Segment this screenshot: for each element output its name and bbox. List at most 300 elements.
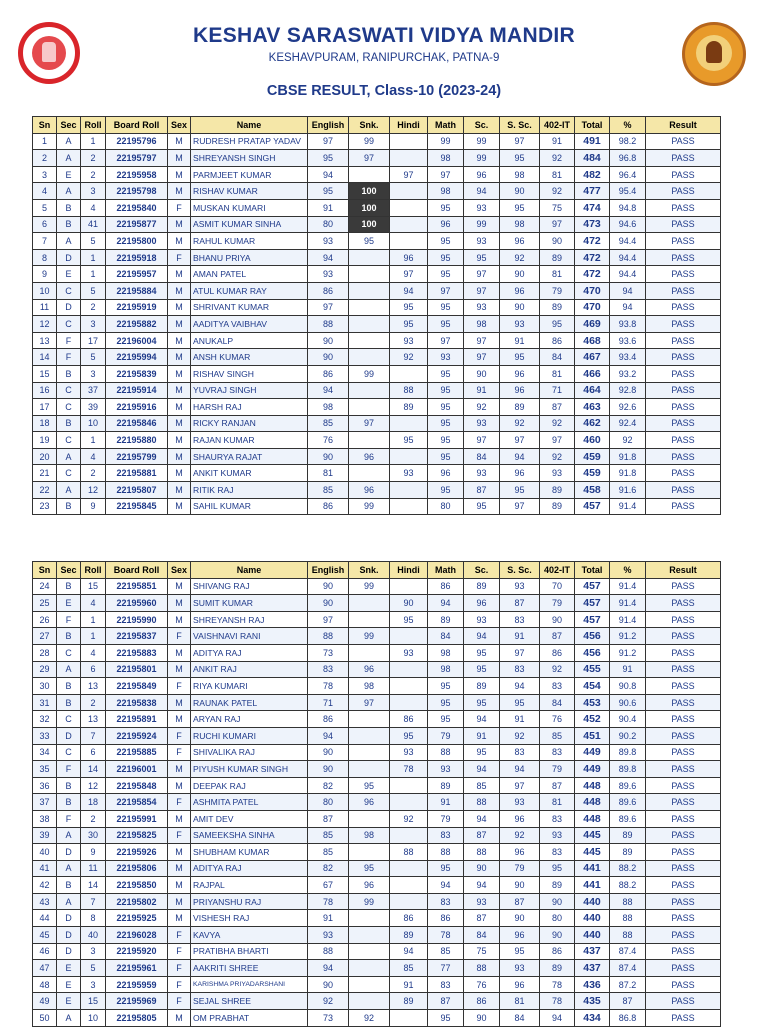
name-cell: SAMEEKSHA SINHA (191, 827, 308, 844)
it-cell: 81 (540, 365, 575, 382)
math-cell: 97 (428, 282, 464, 299)
result-cell: PASS (646, 233, 721, 250)
result-cell: PASS (646, 465, 721, 482)
sex-cell: F (168, 794, 191, 811)
hindi-cell (390, 183, 428, 200)
name-cell: RUDRESH PRATAP YADAV (191, 133, 308, 150)
hindi-cell: 88 (390, 844, 428, 861)
english-cell: 90 (308, 595, 349, 612)
total-cell: 482 (575, 166, 610, 183)
sex-cell: F (168, 976, 191, 993)
it-cell: 92 (540, 448, 575, 465)
percent-cell: 94.4 (610, 233, 646, 250)
roll-cell: 14 (81, 877, 106, 894)
result-cell: PASS (646, 993, 721, 1010)
math-cell: 80 (428, 498, 464, 515)
ssc-cell: 92 (500, 727, 540, 744)
it-cell: 80 (540, 910, 575, 927)
math-cell: 86 (428, 578, 464, 595)
board-roll-cell: 22195801 (106, 661, 168, 678)
snk-cell: 98 (349, 827, 390, 844)
name-cell: AADITYA VAIBHAV (191, 316, 308, 333)
table-row (33, 810, 721, 827)
english-cell: 86 (308, 282, 349, 299)
name-cell: ARYAN RAJ (191, 711, 308, 728)
snk-cell: 95 (349, 860, 390, 877)
hindi-cell: 90 (390, 595, 428, 612)
roll-cell: 13 (81, 678, 106, 695)
sn-cell: 40 (33, 844, 57, 861)
name-cell: SUMIT KUMAR (191, 595, 308, 612)
table-row (33, 432, 721, 449)
hindi-cell: 94 (390, 282, 428, 299)
ssc-cell: 95 (500, 150, 540, 167)
total-cell: 467 (575, 349, 610, 366)
it-cell: 81 (540, 794, 575, 811)
table-row (33, 976, 721, 993)
sn-cell: 50 (33, 1010, 57, 1027)
ssc-cell: 95 (500, 349, 540, 366)
snk-cell: 99 (349, 133, 390, 150)
sc-cell: 95 (464, 498, 500, 515)
math-cell: 84 (428, 628, 464, 645)
roll-cell: 2 (81, 810, 106, 827)
board-roll-cell: 22195969 (106, 993, 168, 1010)
table-row (33, 382, 721, 399)
ssc-cell: 96 (500, 382, 540, 399)
sec-cell: C (57, 316, 81, 333)
sex-cell: M (168, 233, 191, 250)
hindi-cell: 91 (390, 976, 428, 993)
board-roll-cell: 22195796 (106, 133, 168, 150)
sc-cell: 94 (464, 877, 500, 894)
result-cell: PASS (646, 628, 721, 645)
sec-cell: A (57, 150, 81, 167)
column-header-math: Math (428, 562, 464, 579)
english-cell: 94 (308, 382, 349, 399)
snk-cell: 95 (349, 233, 390, 250)
roll-cell: 15 (81, 578, 106, 595)
table-header-row (33, 562, 721, 579)
sn-cell: 22 (33, 482, 57, 499)
sc-cell: 93 (464, 465, 500, 482)
english-cell: 90 (308, 349, 349, 366)
it-cell: 83 (540, 810, 575, 827)
name-cell: VISHESH RAJ (191, 910, 308, 927)
sex-cell: M (168, 711, 191, 728)
result-cell: PASS (646, 183, 721, 200)
result-cell: PASS (646, 299, 721, 316)
name-cell: AMIT DEV (191, 810, 308, 827)
math-cell: 98 (428, 644, 464, 661)
sex-cell: F (168, 249, 191, 266)
total-cell: 477 (575, 183, 610, 200)
name-cell: HARSH RAJ (191, 399, 308, 416)
math-cell: 98 (428, 661, 464, 678)
table-row (33, 249, 721, 266)
math-cell: 95 (428, 448, 464, 465)
sn-cell: 4 (33, 183, 57, 200)
sc-cell: 93 (464, 611, 500, 628)
sec-cell: D (57, 299, 81, 316)
table-row (33, 644, 721, 661)
board-roll-cell: 22195885 (106, 744, 168, 761)
sec-cell: A (57, 661, 81, 678)
board-roll-cell: 22195960 (106, 595, 168, 612)
english-cell: 85 (308, 415, 349, 432)
hindi-cell: 86 (390, 711, 428, 728)
roll-cell: 1 (81, 432, 106, 449)
name-cell: AMAN PATEL (191, 266, 308, 283)
sc-cell: 97 (464, 332, 500, 349)
ssc-cell: 83 (500, 744, 540, 761)
hindi-cell (390, 777, 428, 794)
board-roll-cell: 22196004 (106, 332, 168, 349)
sex-cell: F (168, 943, 191, 960)
name-cell: ASHMITA PATEL (191, 794, 308, 811)
board-roll-cell: 22195807 (106, 482, 168, 499)
sex-cell: F (168, 927, 191, 944)
board-roll-cell: 22195797 (106, 150, 168, 167)
snk-cell: 96 (349, 794, 390, 811)
hindi-cell: 93 (390, 644, 428, 661)
english-cell: 78 (308, 678, 349, 695)
ssc-cell: 95 (500, 943, 540, 960)
english-cell: 95 (308, 150, 349, 167)
percent-cell: 91.2 (610, 644, 646, 661)
roll-cell: 5 (81, 282, 106, 299)
table-row (33, 578, 721, 595)
ssc-cell: 98 (500, 216, 540, 233)
snk-cell: 99 (349, 365, 390, 382)
sec-cell: D (57, 727, 81, 744)
snk-cell: 97 (349, 150, 390, 167)
sc-cell: 76 (464, 976, 500, 993)
total-cell: 452 (575, 711, 610, 728)
english-cell: 86 (308, 711, 349, 728)
sex-cell: M (168, 498, 191, 515)
snk-cell (349, 927, 390, 944)
sec-cell: C (57, 644, 81, 661)
roll-cell: 5 (81, 960, 106, 977)
board-roll-cell: 22195880 (106, 432, 168, 449)
sc-cell: 95 (464, 744, 500, 761)
total-cell: 470 (575, 282, 610, 299)
snk-cell (349, 960, 390, 977)
roll-cell: 14 (81, 761, 106, 778)
ssc-cell: 87 (500, 595, 540, 612)
table-row (33, 727, 721, 744)
percent-cell: 89.8 (610, 744, 646, 761)
hindi-cell: 95 (390, 432, 428, 449)
percent-cell: 94.4 (610, 249, 646, 266)
total-cell: 440 (575, 927, 610, 944)
sex-cell: M (168, 432, 191, 449)
table-row (33, 661, 721, 678)
ssc-cell: 95 (500, 199, 540, 216)
table-row (33, 365, 721, 382)
sex-cell: M (168, 382, 191, 399)
it-cell: 95 (540, 316, 575, 333)
sex-cell: M (168, 910, 191, 927)
sec-cell: B (57, 694, 81, 711)
ssc-cell: 83 (500, 611, 540, 628)
percent-cell: 91.2 (610, 628, 646, 645)
percent-cell: 89.8 (610, 761, 646, 778)
hindi-cell (390, 860, 428, 877)
ssc-cell: 90 (500, 183, 540, 200)
column-header-hindi: Hindi (390, 562, 428, 579)
sec-cell: A (57, 827, 81, 844)
name-cell: RAJPAL (191, 877, 308, 894)
result-cell: PASS (646, 415, 721, 432)
english-cell: 93 (308, 927, 349, 944)
board-roll-cell: 22195846 (106, 415, 168, 432)
sn-cell: 7 (33, 233, 57, 250)
sec-cell: B (57, 794, 81, 811)
english-cell: 93 (308, 266, 349, 283)
board-roll-cell: 22195850 (106, 877, 168, 894)
table-row (33, 233, 721, 250)
snk-cell: 100 (349, 216, 390, 233)
column-header-sex: Sex (168, 117, 191, 134)
table-row (33, 415, 721, 432)
sec-cell: D (57, 249, 81, 266)
total-cell: 441 (575, 860, 610, 877)
sn-cell: 20 (33, 448, 57, 465)
result-cell: PASS (646, 661, 721, 678)
result-cell: PASS (646, 150, 721, 167)
percent-cell: 91.4 (610, 498, 646, 515)
name-cell: RAUNAK PATEL (191, 694, 308, 711)
roll-cell: 15 (81, 993, 106, 1010)
it-cell: 84 (540, 694, 575, 711)
total-cell: 441 (575, 877, 610, 894)
percent-cell: 91.8 (610, 448, 646, 465)
english-cell: 93 (308, 233, 349, 250)
ssc-cell: 96 (500, 282, 540, 299)
name-cell: RAHUL KUMAR (191, 233, 308, 250)
result-title: CBSE RESULT, Class-10 (2023-24) (266, 83, 502, 99)
board-roll-cell: 22195920 (106, 943, 168, 960)
sn-cell: 42 (33, 877, 57, 894)
sex-cell: M (168, 415, 191, 432)
sex-cell: M (168, 761, 191, 778)
sn-cell: 12 (33, 316, 57, 333)
result-cell: PASS (646, 860, 721, 877)
sex-cell: M (168, 611, 191, 628)
percent-cell: 87.4 (610, 960, 646, 977)
it-cell: 92 (540, 183, 575, 200)
sec-cell: D (57, 910, 81, 927)
snk-cell (349, 465, 390, 482)
column-header-math: Math (428, 117, 464, 134)
result-cell: PASS (646, 694, 721, 711)
percent-cell: 93.2 (610, 365, 646, 382)
english-cell: 88 (308, 628, 349, 645)
english-cell: 82 (308, 777, 349, 794)
sc-cell: 95 (464, 661, 500, 678)
it-cell: 93 (540, 465, 575, 482)
table-row (33, 761, 721, 778)
ssc-cell: 96 (500, 810, 540, 827)
board-roll-cell: 22195806 (106, 860, 168, 877)
total-cell: 454 (575, 678, 610, 695)
sec-cell: D (57, 943, 81, 960)
hindi-cell (390, 216, 428, 233)
ssc-cell: 91 (500, 628, 540, 645)
result-cell: PASS (646, 976, 721, 993)
total-cell: 468 (575, 332, 610, 349)
result-cell: PASS (646, 365, 721, 382)
sn-cell: 5 (33, 199, 57, 216)
hindi-cell: 95 (390, 727, 428, 744)
column-header-hindi: Hindi (390, 117, 428, 134)
hindi-cell: 93 (390, 744, 428, 761)
sn-cell: 16 (33, 382, 57, 399)
it-cell: 79 (540, 595, 575, 612)
roll-cell: 39 (81, 399, 106, 416)
sec-cell: B (57, 415, 81, 432)
roll-cell: 3 (81, 183, 106, 200)
snk-cell: 96 (349, 877, 390, 894)
total-cell: 466 (575, 365, 610, 382)
percent-cell: 87.2 (610, 976, 646, 993)
english-cell: 71 (308, 694, 349, 711)
table-row (33, 877, 721, 894)
result-cell: PASS (646, 199, 721, 216)
math-cell: 87 (428, 993, 464, 1010)
ssc-cell: 93 (500, 316, 540, 333)
name-cell: AAKRITI SHREE (191, 960, 308, 977)
sec-cell: A (57, 860, 81, 877)
it-cell: 86 (540, 332, 575, 349)
total-cell: 469 (575, 316, 610, 333)
snk-cell (349, 282, 390, 299)
hindi-cell (390, 133, 428, 150)
sn-cell: 33 (33, 727, 57, 744)
sex-cell: M (168, 694, 191, 711)
sc-cell: 99 (464, 150, 500, 167)
it-cell: 87 (540, 777, 575, 794)
roll-cell: 2 (81, 150, 106, 167)
table-row (33, 216, 721, 233)
it-cell: 97 (540, 432, 575, 449)
name-cell: SHIVALIKA RAJ (191, 744, 308, 761)
percent-cell: 88 (610, 927, 646, 944)
sn-cell: 45 (33, 927, 57, 944)
sn-cell: 11 (33, 299, 57, 316)
name-cell: PARMJEET KUMAR (191, 166, 308, 183)
ssc-cell: 98 (500, 166, 540, 183)
sex-cell: F (168, 727, 191, 744)
sex-cell: M (168, 482, 191, 499)
english-cell: 98 (308, 399, 349, 416)
hindi-cell: 94 (390, 943, 428, 960)
english-cell: 94 (308, 727, 349, 744)
english-cell: 94 (308, 960, 349, 977)
english-cell: 80 (308, 794, 349, 811)
sec-cell: A (57, 133, 81, 150)
sn-cell: 23 (33, 498, 57, 515)
roll-cell: 13 (81, 711, 106, 728)
result-cell: PASS (646, 133, 721, 150)
sc-cell: 94 (464, 810, 500, 827)
sc-cell: 88 (464, 844, 500, 861)
roll-cell: 2 (81, 299, 106, 316)
percent-cell: 92.8 (610, 382, 646, 399)
board-roll-cell: 22195925 (106, 910, 168, 927)
sc-cell: 96 (464, 166, 500, 183)
table-row (33, 893, 721, 910)
total-cell: 459 (575, 465, 610, 482)
result-cell: PASS (646, 349, 721, 366)
hindi-cell: 93 (390, 465, 428, 482)
sex-cell: M (168, 893, 191, 910)
table-row (33, 448, 721, 465)
snk-cell (349, 993, 390, 1010)
roll-cell: 3 (81, 976, 106, 993)
sec-cell: C (57, 382, 81, 399)
table-row (33, 860, 721, 877)
roll-cell: 1 (81, 611, 106, 628)
column-header-sn: Sn (33, 117, 57, 134)
result-cell: PASS (646, 595, 721, 612)
math-cell: 95 (428, 482, 464, 499)
sex-cell: F (168, 199, 191, 216)
result-cell: PASS (646, 216, 721, 233)
snk-cell (349, 910, 390, 927)
percent-cell: 88 (610, 893, 646, 910)
roll-cell: 6 (81, 744, 106, 761)
board-roll-cell: 22195883 (106, 644, 168, 661)
sex-cell: M (168, 578, 191, 595)
roll-cell: 3 (81, 365, 106, 382)
name-cell: RICKY RANJAN (191, 415, 308, 432)
total-cell: 472 (575, 266, 610, 283)
math-cell: 99 (428, 133, 464, 150)
english-cell: 73 (308, 1010, 349, 1027)
board-roll-cell: 22195961 (106, 960, 168, 977)
hindi-cell: 89 (390, 993, 428, 1010)
sex-cell: M (168, 349, 191, 366)
roll-cell: 8 (81, 910, 106, 927)
board-roll-cell: 22195881 (106, 465, 168, 482)
sn-cell: 34 (33, 744, 57, 761)
hindi-cell: 78 (390, 761, 428, 778)
snk-cell (349, 727, 390, 744)
board-roll-cell: 22196001 (106, 761, 168, 778)
hindi-cell: 93 (390, 332, 428, 349)
result-table-1 (32, 116, 721, 515)
roll-cell: 1 (81, 249, 106, 266)
result-cell: PASS (646, 399, 721, 416)
sec-cell: E (57, 166, 81, 183)
sn-cell: 39 (33, 827, 57, 844)
english-cell: 88 (308, 943, 349, 960)
snk-cell (349, 382, 390, 399)
board-roll-cell: 22195914 (106, 382, 168, 399)
column-header-name: Name (191, 117, 308, 134)
hindi-cell (390, 199, 428, 216)
sex-cell: M (168, 316, 191, 333)
result-cell: PASS (646, 827, 721, 844)
english-cell: 85 (308, 844, 349, 861)
name-cell: PRATIBHA BHARTI (191, 943, 308, 960)
ssc-cell: 90 (500, 299, 540, 316)
sc-cell: 87 (464, 910, 500, 927)
table-row (33, 694, 721, 711)
